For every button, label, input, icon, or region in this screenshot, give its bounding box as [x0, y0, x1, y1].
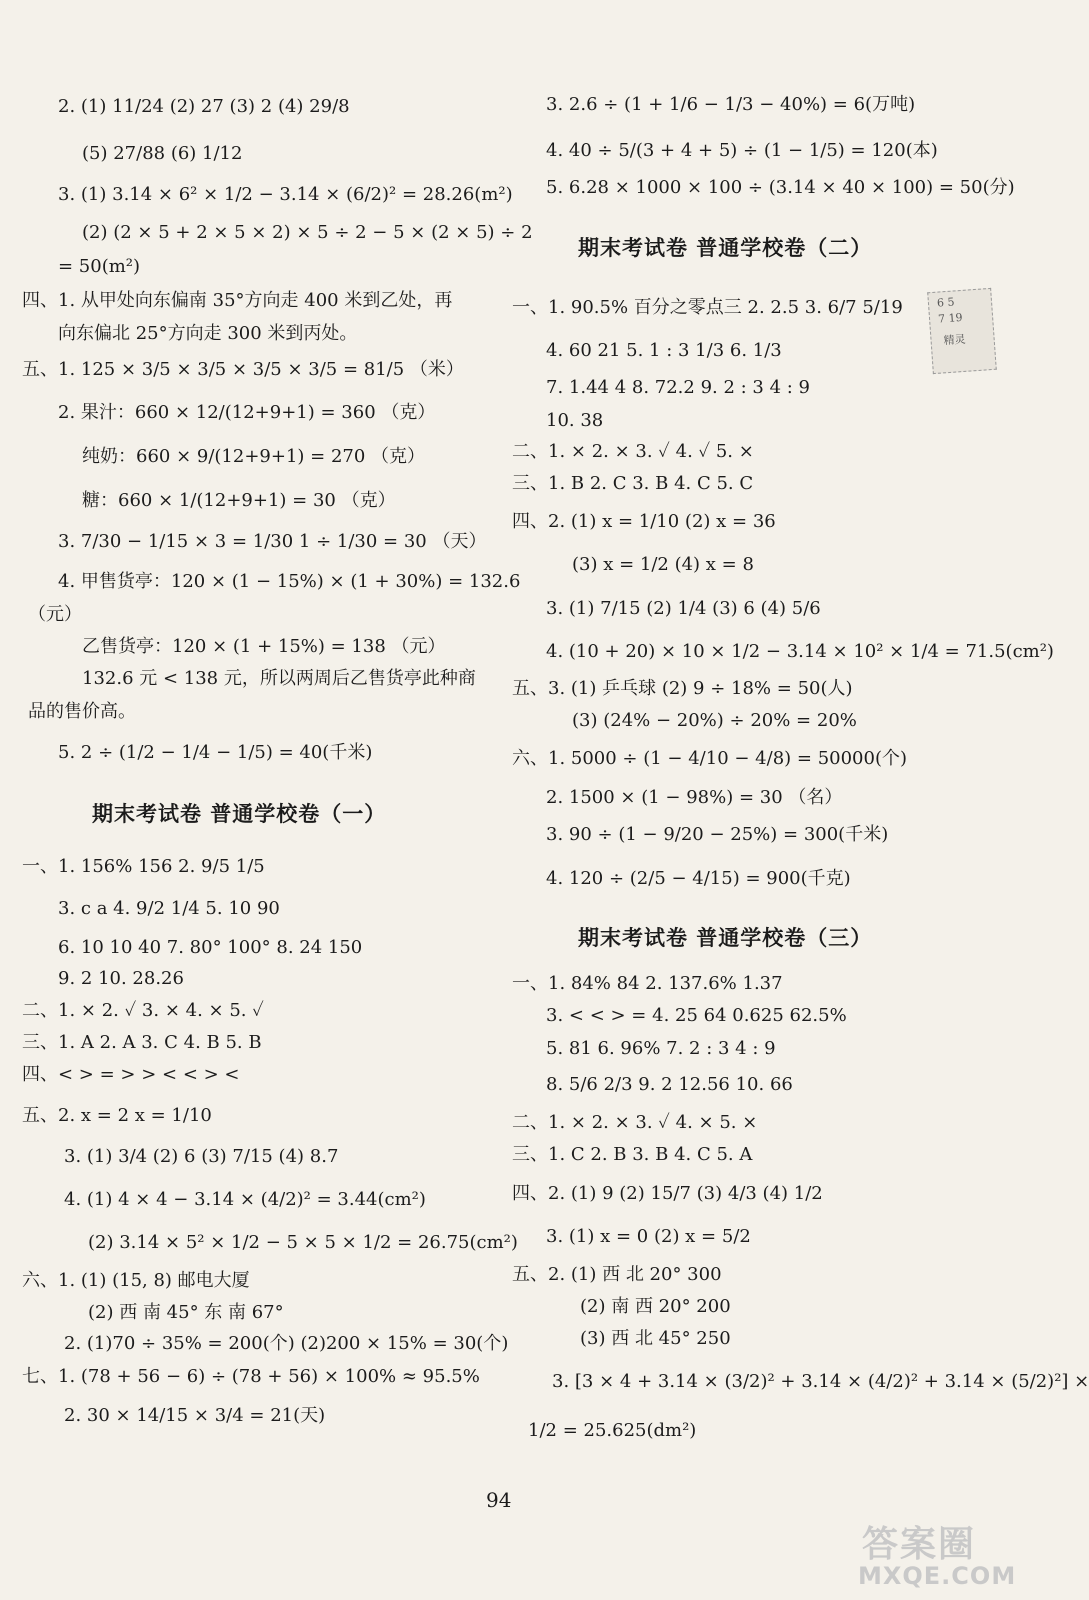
- right-answer-line-13: 五、3. (1) 乒乓球 (2) 9 ÷ 18% = 50(人): [512, 678, 853, 699]
- right-answer-line-5: 7. 1.44 4 8. 72.2 9. 2 : 3 4 : 9: [546, 377, 811, 398]
- right-answer-line-4: 4. 60 21 5. 1 : 3 1/3 6. 1/3: [546, 340, 782, 361]
- right-answer-line-18: 4. 120 ÷ (2/5 − 4/15) = 900(千克): [546, 868, 851, 889]
- right-answer-line-19: 一、1. 84% 84 2. 137.6% 1.37: [512, 973, 783, 994]
- right-answer-line-27: 五、2. (1) 西 北 20° 300: [512, 1264, 722, 1285]
- left-answer-line-25: 五、2. x = 2 x = 1/10: [22, 1105, 212, 1126]
- left-answer-line-7: 五、1. 125 × 3/5 × 3/5 × 3/5 × 3/5 = 81/5 （米）: [22, 359, 464, 380]
- left-answer-line-33: 2. 30 × 14/15 × 3/4 = 21(天): [64, 1405, 326, 1426]
- right-answer-line-25: 四、2. (1) 9 (2) 15/7 (3) 4/3 (4) 1/2: [512, 1183, 823, 1204]
- section-heading-exam-2: 期末考试卷 普通学校卷（二）: [578, 236, 873, 260]
- left-answer-line-12: 4. 甲售货亭：120 × (1 − 15%) × (1 + 30%) = 132.6: [58, 571, 521, 592]
- left-answer-line-31: 2. (1)70 ÷ 35% = 200(个) (2)200 × 15% = 30(个): [64, 1333, 509, 1354]
- left-answer-line-24: 四、< > = > > < < > <: [22, 1064, 240, 1085]
- left-answer-line-9: 纯奶：660 × 9/(12+9+1) = 270 （克）: [82, 446, 426, 467]
- right-answer-line-29: (3) 西 北 45° 250: [580, 1328, 731, 1349]
- left-answer-line-2: 3. (1) 3.14 × 6² × 1/2 − 3.14 × (6/2)² = 28.26(m²): [58, 184, 513, 205]
- left-answer-line-28: (2) 3.14 × 5² × 1/2 − 5 × 5 × 1/2 = 26.75(cm²): [88, 1232, 518, 1253]
- left-answer-line-30: (2) 西 南 45° 东 南 67°: [88, 1302, 284, 1323]
- left-answer-line-32: 七、1. (78 + 56 − 6) ÷ (78 + 56) × 100% ≈ 95.5%: [22, 1366, 480, 1387]
- left-answer-line-17: 5. 2 ÷ (1/2 − 1/4 − 1/5) = 40(千米): [58, 742, 373, 763]
- right-answer-line-31: 1/2 = 25.625(dm²): [528, 1420, 697, 1441]
- left-answer-line-10: 糖：660 × 1/(12+9+1) = 30 （克）: [82, 490, 396, 511]
- left-answer-line-0: 2. (1) 11/24 (2) 27 (3) 2 (4) 29/8: [58, 96, 350, 117]
- left-answer-line-21: 9. 2 10. 28.26: [58, 968, 184, 989]
- section-heading-exam-1: 期末考试卷 普通学校卷（一）: [92, 802, 387, 826]
- right-answer-line-30: 3. [3 × 4 + 3.14 × (3/2)² + 3.14 × (4/2)² + 3.14 × (5/2)²] ×: [552, 1371, 1089, 1392]
- left-answer-line-3: (2) (2 × 5 + 2 × 5 × 2) × 5 ÷ 2 − 5 × (2 × 5) ÷ 2: [82, 222, 533, 243]
- left-answer-line-13: （元）: [28, 604, 82, 625]
- left-answer-line-26: 3. (1) 3/4 (2) 6 (3) 7/15 (4) 8.7: [64, 1146, 339, 1167]
- left-answer-line-20: 6. 10 10 40 7. 80° 100° 8. 24 150: [58, 937, 363, 958]
- left-answer-line-15: 132.6 元 < 138 元，所以两周后乙售货亭此种商: [82, 668, 476, 689]
- left-answer-line-18: 一、1. 156% 156 2. 9/5 1/5: [22, 856, 265, 877]
- right-answer-line-12: 4. (10 + 20) × 10 × 1/2 − 3.14 × 10² × 1/4 = 71.5(cm²): [546, 641, 1054, 662]
- left-answer-line-19: 3. c a 4. 9/2 1/4 5. 10 90: [58, 898, 280, 919]
- right-answer-line-2: 5. 6.28 × 1000 × 100 ÷ (3.14 × 40 × 100) = 50(分): [546, 177, 1015, 198]
- right-answer-line-16: 2. 1500 × (1 − 98%) = 30 （名）: [546, 787, 843, 808]
- right-answer-line-7: 二、1. × 2. × 3. ✓ 4. ✓ 5. ×: [512, 441, 754, 462]
- right-answer-line-9: 四、2. (1) x = 1/10 (2) x = 36: [512, 511, 776, 532]
- left-answer-line-8: 2. 果汁：660 × 12/(12+9+1) = 360 （克）: [58, 402, 436, 423]
- right-answer-line-23: 二、1. × 2. × 3. ✓ 4. × 5. ×: [512, 1112, 758, 1133]
- left-answer-line-29: 六、1. (1) (15, 8) 邮电大厦: [22, 1270, 250, 1291]
- left-answer-line-16: 品的售价高。: [28, 701, 136, 722]
- right-answer-line-0: 3. 2.6 ÷ (1 + 1/6 − 1/3 − 40%) = 6(万吨): [546, 94, 916, 115]
- left-answer-line-14: 乙售货亭：120 × (1 + 15%) = 138 （元）: [82, 636, 446, 657]
- page-number: 94: [486, 1488, 512, 1512]
- right-answer-line-3: 一、1. 90.5% 百分之零点三 2. 2.5 3. 6/7 5/19: [512, 297, 903, 318]
- left-answer-line-5: 四、1. 从甲处向东偏南 35°方向走 400 米到乙处，再: [22, 290, 453, 311]
- left-answer-line-6: 向东偏北 25°方向走 300 米到丙处。: [58, 323, 358, 344]
- left-answer-line-27: 4. (1) 4 × 4 − 3.14 × (4/2)² = 3.44(cm²): [64, 1189, 426, 1210]
- right-answer-line-17: 3. 90 ÷ (1 − 9/20 − 25%) = 300(千米): [546, 824, 889, 845]
- right-answer-line-1: 4. 40 ÷ 5/(3 + 4 + 5) ÷ (1 − 1/5) = 120(本): [546, 140, 938, 161]
- left-answer-line-1: (5) 27/88 (6) 1/12: [82, 143, 243, 164]
- right-answer-line-20: 3. < < > = 4. 25 64 0.625 62.5%: [546, 1005, 847, 1026]
- right-answer-line-26: 3. (1) x = 0 (2) x = 5/2: [546, 1226, 751, 1247]
- corner-stamp: 6 5 7 19 精灵: [927, 288, 997, 374]
- left-answer-line-4: = 50(m²): [58, 256, 141, 277]
- right-answer-line-8: 三、1. B 2. C 3. B 4. C 5. C: [512, 473, 754, 494]
- right-answer-line-24: 三、1. C 2. B 3. B 4. C 5. A: [512, 1144, 753, 1165]
- left-answer-line-23: 三、1. A 2. A 3. C 4. B 5. B: [22, 1032, 262, 1053]
- section-heading-exam-3: 期末考试卷 普通学校卷（三）: [578, 926, 873, 950]
- right-answer-line-22: 8. 5/6 2/3 9. 2 12.56 10. 66: [546, 1074, 793, 1095]
- right-answer-line-11: 3. (1) 7/15 (2) 1/4 (3) 6 (4) 5/6: [546, 598, 821, 619]
- left-answer-line-22: 二、1. × 2. ✓ 3. × 4. × 5. ✓: [22, 1000, 264, 1021]
- right-answer-line-6: 10. 38: [546, 410, 604, 431]
- watermark-logo: 答案圈 MXQE.COM: [858, 1524, 1017, 1590]
- right-answer-line-21: 5. 81 6. 96% 7. 2 : 3 4 : 9: [546, 1038, 776, 1059]
- right-answer-line-10: (3) x = 1/2 (4) x = 8: [572, 554, 754, 575]
- right-answer-line-15: 六、1. 5000 ÷ (1 − 4/10 − 4/8) = 50000(个): [512, 748, 907, 769]
- right-answer-line-28: (2) 南 西 20° 200: [580, 1296, 731, 1317]
- left-answer-line-11: 3. 7/30 − 1/15 × 3 = 1/30 1 ÷ 1/30 = 30 （天）: [58, 531, 487, 552]
- right-answer-line-14: (3) (24% − 20%) ÷ 20% = 20%: [572, 710, 857, 731]
